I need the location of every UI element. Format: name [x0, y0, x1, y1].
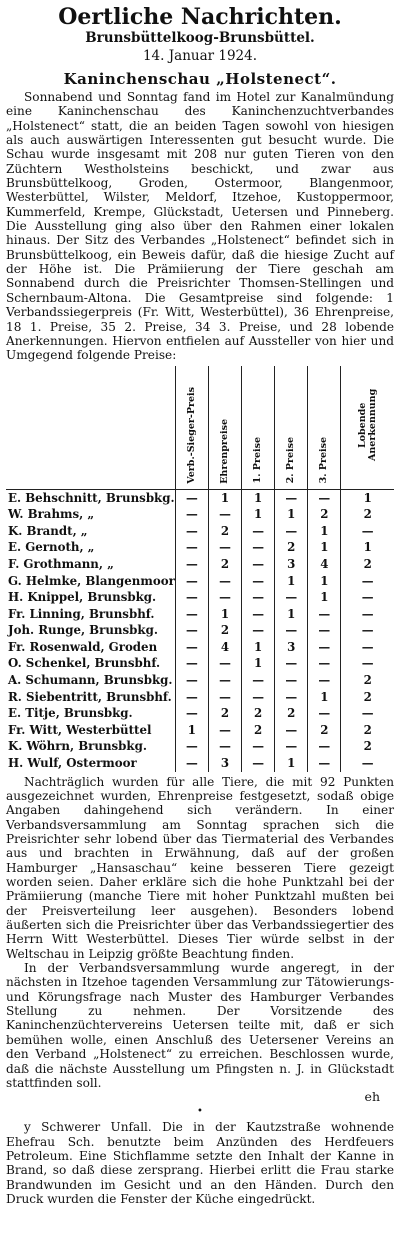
prize-count: — — [175, 689, 208, 706]
prize-count: — — [341, 573, 394, 590]
prize-count: 1 — [175, 722, 208, 739]
prize-count: — — [175, 755, 208, 772]
prize-count: — — [208, 672, 241, 689]
column-label: Verb.-Sieger-Preis — [185, 386, 197, 484]
column-label: 3. Preise — [318, 437, 330, 484]
prize-count: 2 — [275, 539, 308, 556]
article-paragraph-3: In der Verbandsversammlung wurde angeregt, in der nächsten in Itzehoe tagenden Versammlung zur Tätowierungs- und Körungsfrage nach Muster des Hamburger Verbandes Stellung zu nehmen. Der Vorsitzende des Kaninchenzüchtervereins Uetersen teilte mit, daß er sich bemühen wolle, einen Anschluß des Uetersener Vereins an den Verband „Holstenect“ zu erreichen. Beschlossen wurde, daß die nächste Ausstellung um Pfingsten n. J. in Glückstadt stattfinden soll. — [6, 961, 394, 1090]
prize-count: — — [341, 639, 394, 656]
prize-count: — — [275, 672, 308, 689]
prize-count: — — [242, 738, 275, 755]
exhibitor-name: K. Wöhrn, Brunsbkg. — [8, 739, 147, 754]
prize-count: — — [242, 573, 275, 590]
article-heading: Kaninchenschau „Holstenect“. — [63, 70, 337, 88]
prize-count: 2 — [208, 523, 241, 540]
prize-count: — — [208, 689, 241, 706]
prize-count: — — [308, 672, 341, 689]
prize-count: — — [175, 506, 208, 523]
exhibitor-name: O. Schenkel, Brunsbhf. — [8, 656, 161, 671]
dateline: 14. Januar 1924. — [142, 48, 258, 64]
prize-count: 1 — [275, 755, 308, 772]
prize-count: — — [175, 655, 208, 672]
exhibitor-name: Fr. Rosenwald, Groden — [8, 639, 158, 654]
table-row — [6, 539, 394, 556]
column-label: Lobende Anerkennung — [356, 388, 378, 461]
prize-count: — — [275, 738, 308, 755]
exhibitor-name: A. Schumann, Brunsbkg. — [8, 673, 173, 688]
name-column-header — [6, 366, 175, 490]
prize-count: 3 — [208, 755, 241, 772]
prize-count: — — [208, 506, 241, 523]
prize-count: 2 — [341, 722, 394, 739]
table-row — [6, 639, 394, 656]
column-label: Ehrenpreise — [218, 418, 230, 484]
exhibitor-name: Fr. Linning, Brunsbhf. — [8, 606, 155, 621]
prize-count: — — [175, 639, 208, 656]
prize-count: — — [341, 589, 394, 606]
article-paragraph-2: Nachträglich wurden für alle Tiere, die mit 92 Punkten ausgezeichnet wurden, Ehrenpreise festgesetzt, sodaß obige Angaben dahingehend sich verändern. In einer Verbandsversammlung am Sonntag sprachen sich die Preisrichter sehr lobend über das Tiermaterial des Verbandes aus und brachten in Erwähnung, daß auf der großen Hamburger „Hansaschau“ keine besseren Tiere gezeigt worden seien. Daher erkläre sich die hohe Punktzahl bei der Prämiierung (manche Tiere mit hoher Punktzahl mußten bei der Preisverteilung leer ausgehen). Besonders lobend äußerten sich die Preisrichter über das Verbandssiegertier des Herrn Witt Westerbüttel. Dieses Tier würde selbst in der Weltschau in Leipzig größte Beachtung finden. — [6, 774, 394, 961]
prize-count: — — [308, 755, 341, 772]
prize-count: — — [175, 539, 208, 556]
prize-count: — — [275, 689, 308, 706]
table-row — [6, 506, 394, 523]
prize-count: — — [175, 672, 208, 689]
prize-count: — — [308, 489, 341, 506]
prize-count: — — [341, 655, 394, 672]
prize-count: 1 — [308, 589, 341, 606]
prize-count: — — [341, 755, 394, 772]
prize-count: — — [175, 573, 208, 590]
prize-count: 4 — [308, 556, 341, 573]
prize-count: 1 — [275, 606, 308, 623]
exhibitor-name: R. Siebentritt, Brunsbhf. — [8, 689, 172, 704]
prize-count: — — [308, 606, 341, 623]
table-row — [6, 489, 394, 506]
exhibitor-name: E. Titje, Brunsbkg. — [8, 706, 133, 721]
prize-count: 2 — [341, 738, 394, 755]
table-row — [6, 755, 394, 772]
prize-count: — — [275, 523, 308, 540]
table-row — [6, 622, 394, 639]
table-row — [6, 523, 394, 540]
exhibitor-name: F. Grothmann, „ — [8, 556, 114, 571]
prize-count: 2 — [341, 556, 394, 573]
prize-count: — — [208, 722, 241, 739]
prize-count: 3 — [275, 556, 308, 573]
exhibitor-name: H. Wulf, Ostermoor — [8, 756, 137, 771]
prize-count: — — [275, 589, 308, 606]
exhibitor-name: Joh. Runge, Brunsbkg. — [8, 623, 158, 638]
column-header — [175, 366, 208, 490]
prize-count: — — [175, 556, 208, 573]
prize-count: — — [341, 523, 394, 540]
prize-count: 2 — [208, 556, 241, 573]
prize-count: — — [242, 622, 275, 639]
column-header — [275, 366, 308, 490]
prize-count: — — [208, 539, 241, 556]
prize-count: 1 — [341, 539, 394, 556]
prize-count: 1 — [308, 523, 341, 540]
prize-count: 1 — [308, 573, 341, 590]
prize-count: — — [242, 523, 275, 540]
prize-count: — — [275, 655, 308, 672]
column-header — [341, 366, 394, 490]
prize-table-header — [6, 366, 394, 490]
prize-count: 1 — [308, 539, 341, 556]
prize-count: — — [242, 556, 275, 573]
prize-count: — — [308, 639, 341, 656]
author-signature: eh — [364, 1089, 380, 1105]
prize-count: 1 — [242, 489, 275, 506]
prize-count: 1 — [275, 506, 308, 523]
prize-count: — — [341, 606, 394, 623]
table-row — [6, 655, 394, 672]
exhibitor-name: E. Behschnitt, Brunsbkg. — [8, 490, 175, 505]
prize-count: 1 — [341, 489, 394, 506]
prize-count: — — [175, 589, 208, 606]
prize-count: — — [341, 705, 394, 722]
prize-count: — — [308, 705, 341, 722]
prize-count: — — [208, 573, 241, 590]
exhibitor-name: K. Brandt, „ — [8, 523, 88, 538]
prize-count: 2 — [208, 622, 241, 639]
column-header — [208, 366, 241, 490]
prize-count: — — [242, 606, 275, 623]
table-row — [6, 573, 394, 590]
prize-count: — — [175, 705, 208, 722]
column-label: 2. Preise — [285, 437, 297, 484]
prize-count: — — [208, 589, 241, 606]
exhibitor-name: E. Gernoth, „ — [8, 540, 95, 555]
prize-count: 3 — [275, 639, 308, 656]
prize-count: 2 — [208, 705, 241, 722]
prize-count: — — [175, 606, 208, 623]
prize-count: — — [308, 738, 341, 755]
prize-count: — — [308, 655, 341, 672]
prize-count: — — [275, 622, 308, 639]
table-row — [6, 672, 394, 689]
table-row — [6, 556, 394, 573]
section-title: Oertliche Nachrichten. — [58, 4, 342, 30]
exhibitor-name: G. Helmke, Blangenmoor — [8, 573, 175, 588]
prize-count: — — [341, 622, 394, 639]
section-subtitle: Brunsbüttelkoog-Brunsbüttel. — [85, 30, 315, 46]
prize-count: 4 — [208, 639, 241, 656]
prize-count: 1 — [242, 655, 275, 672]
prize-count: — — [308, 622, 341, 639]
prize-count: — — [242, 589, 275, 606]
prize-count: 2 — [275, 705, 308, 722]
table-row — [6, 722, 394, 739]
prize-table-body — [6, 489, 394, 772]
column-header — [242, 366, 275, 490]
prize-count: 1 — [308, 689, 341, 706]
table-row — [6, 738, 394, 755]
exhibitor-name: W. Brahms, „ — [8, 507, 95, 522]
prize-count: — — [208, 655, 241, 672]
prize-count: — — [175, 622, 208, 639]
prize-count: 1 — [275, 573, 308, 590]
exhibitor-name: H. Knippel, Brunsbkg. — [8, 590, 157, 605]
prize-count: — — [175, 738, 208, 755]
table-row — [6, 705, 394, 722]
prize-count: — — [242, 689, 275, 706]
prize-count: 1 — [208, 606, 241, 623]
prize-count: 1 — [208, 489, 241, 506]
prize-count: — — [242, 672, 275, 689]
prize-count: 2 — [308, 722, 341, 739]
column-header — [308, 366, 341, 490]
prize-count: 2 — [341, 506, 394, 523]
prize-count: — — [175, 523, 208, 540]
prize-count: 2 — [242, 722, 275, 739]
article-intro: Sonnabend und Sonntag fand im Hotel zur Kanalmündung eine Kaninchenschau des Kaninchenzuchtverbandes „Holstenect“ statt, die an beiden Tagen sowohl von hiesigen als auch auswärtigen Interessenten gut besucht wurde. Die Schau wurde insgesamt mit 208 nur guten Tieren von den Züchtern Westholsteins beschickt, und zwar aus Brunsbüttelkoog, Groden, Ostermoor, Blangenmoor, Westerbüttel, Wilster, Meldorf, Itzehoe, Kustoppermoor, Kummerfeld, Krempe, Glückstadt, Uetersen und Pinneberg. Die Ausstellung ging also über den Rahmen einer lokalen hinaus. Der Sitz des Verbandes „Holstenect“ befindet sich in Brunsbüttelkoog, ein Beweis dafür, daß die hiesige Zucht auf der Höhe ist. Die Prämiierung der Tiere geschah am Sonnabend durch die Preisrichter Thomsen-Stellingen und Schernbaum-Altona. Die Gesamtpreise sind folgende: 1 Verbandssiegerpreis (Fr. Witt, Westerbüttel), 36 Ehrenpreise, 18 1. Preise, 35 2. Preise, 34 3. Preise, und 28 lobende Anerkennungen. Hiervon entfielen auf Aussteller von hier und Umgegend folgende Preise: — [6, 90, 394, 363]
prize-count: 2 — [308, 506, 341, 523]
prize-count: — — [208, 738, 241, 755]
column-label: 1. Preise — [252, 437, 264, 484]
article-separator: • — [197, 1106, 203, 1118]
prize-count: — — [242, 539, 275, 556]
prize-count: 1 — [242, 506, 275, 523]
prize-count: — — [175, 489, 208, 506]
prize-count: 2 — [341, 689, 394, 706]
prize-count: 2 — [341, 672, 394, 689]
accident-article: y Schwerer Unfall. Die in der Kautzstraße wohnende Ehefrau Sch. benutzte beim Anzünden des Herdfeuers Petroleum. Eine Stichflamme setzte den Inhalt der Kanne in Brand, so daß diese zersprang. Hierbei erlitt die Frau starke Brandwunden im Gesicht und an den Händen. Durch den Druck wurden die Fenster der Küche eingedrückt. — [6, 1120, 394, 1206]
table-row — [6, 689, 394, 706]
prize-count: — — [275, 489, 308, 506]
prize-count: — — [242, 755, 275, 772]
prize-count: 2 — [242, 705, 275, 722]
table-row — [6, 606, 394, 623]
table-row — [6, 589, 394, 606]
prize-table — [6, 366, 394, 772]
prize-count: 1 — [242, 639, 275, 656]
prize-count: — — [275, 722, 308, 739]
exhibitor-name: Fr. Witt, Westerbüttel — [8, 722, 152, 737]
